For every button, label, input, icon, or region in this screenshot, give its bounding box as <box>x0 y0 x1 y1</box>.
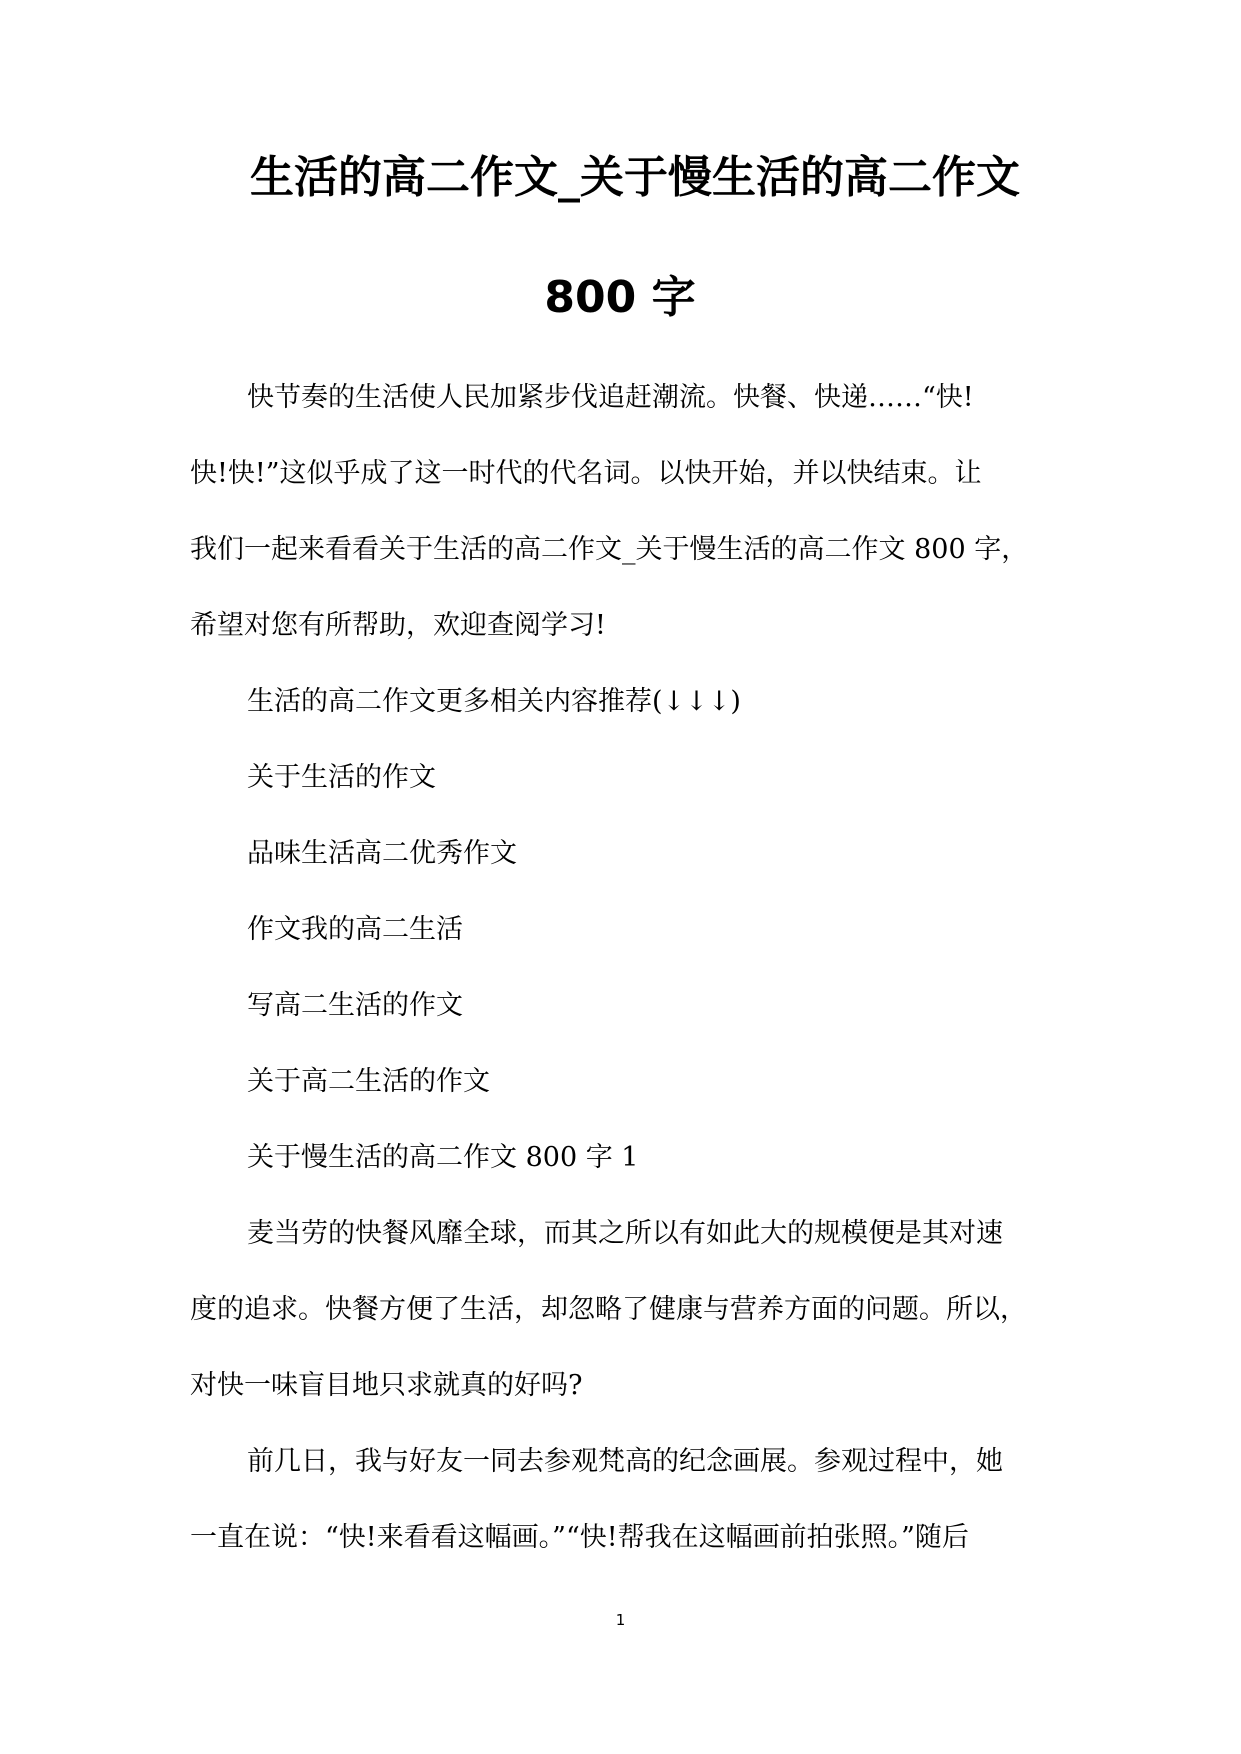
recommend-item: 作文我的高二生活 <box>247 914 463 945</box>
paragraph-line: 前几日，我与好友一同去参观梵高的纪念画展。参观过程中，她 <box>247 1446 1003 1477</box>
document-title-continued: 800 字 <box>544 272 696 323</box>
recommend-item: 关于高二生活的作文 <box>247 1066 490 1097</box>
paragraph-line: 度的追求。快餐方便了生活，却忽略了健康与营养方面的问题。所以， <box>190 1294 1027 1325</box>
paragraph-line: 对快一味盲目地只求就真的好吗? <box>190 1370 583 1401</box>
paragraph-line: 我们一起来看看关于生活的高二作文_关于慢生活的高二作文 800 字， <box>190 534 1029 565</box>
document-title: 生活的高二作文_关于慢生活的高二作文 <box>250 152 1020 203</box>
paragraph-line: 麦当劳的快餐风靡全球，而其之所以有如此大的规模便是其对速 <box>247 1218 1003 1249</box>
page-number: 1 <box>615 1611 626 1629</box>
recommend-item: 品味生活高二优秀作文 <box>247 838 517 869</box>
recommend-item: 关于生活的作文 <box>247 762 436 793</box>
paragraph-line: 一直在说：“快!来看看这幅画。”“快!帮我在这幅画前拍张照。”随后 <box>190 1522 969 1553</box>
recommend-item: 写高二生活的作文 <box>247 990 463 1021</box>
recommend-heading: 生活的高二作文更多相关内容推荐(↓↓↓) <box>247 686 741 717</box>
section-heading: 关于慢生活的高二作文 800 字 1 <box>247 1142 639 1173</box>
paragraph-line: 快!快!”这似乎成了这一时代的代名词。以快开始，并以快结束。让 <box>190 458 982 489</box>
paragraph-line: 希望对您有所帮助，欢迎查阅学习! <box>190 610 606 641</box>
paragraph-line: 快节奏的生活使人民加紧步伐追赶潮流。快餐、快递……“快! <box>247 382 974 413</box>
